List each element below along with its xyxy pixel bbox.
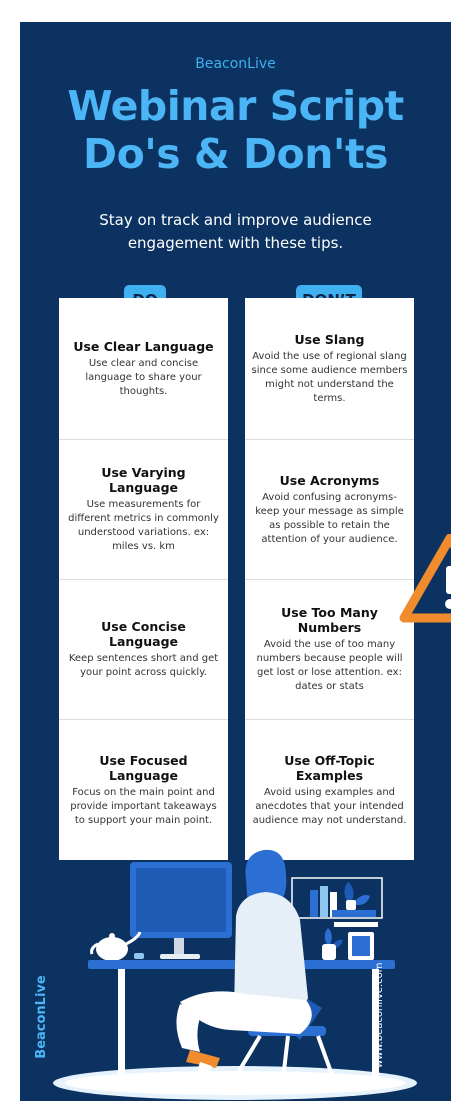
beaconlive-logo-icon <box>30 962 50 1072</box>
subtitle: Stay on track and improve audience engagement with these tips. <box>99 211 372 252</box>
do-card-text: Use clear and concise language to share your thoughts. <box>85 357 202 397</box>
teapot <box>92 932 144 961</box>
wall-shelf <box>292 878 382 927</box>
warning-triangle-icon <box>398 534 451 626</box>
dont-card-title: Use Off-Topic Examples <box>284 752 375 783</box>
brand-name: BeaconLive <box>195 56 276 72</box>
computer-monitor <box>130 862 232 959</box>
do-card-concise-language <box>59 580 228 720</box>
picture-frame <box>348 932 374 960</box>
dont-card-title: Use Acronyms <box>279 472 380 488</box>
page-title <box>20 82 451 178</box>
desk-plant <box>322 928 343 960</box>
do-card-text: Focus on the main point and provide important takeaways to support your main point. <box>70 786 217 826</box>
dont-card-text: Avoid using examples and anecdotes that your intended audience may not understand. <box>252 786 407 826</box>
rug <box>53 1066 417 1100</box>
do-card-text: Keep sentences short and get your point across quickly. <box>68 653 219 678</box>
do-card-title: Use Concise Language <box>101 619 186 649</box>
workspace-illustration <box>20 840 451 1101</box>
do-card-clear-language <box>59 298 228 440</box>
dont-card-text: Avoid the use of regional slang since some audience members might not understand the terms. <box>251 350 408 404</box>
dont-card-text: Avoid the use of too many numbers because people will get lost or lose attention. ex: dates or stats <box>256 639 403 692</box>
dont-card-too-many-numbers <box>245 580 414 720</box>
infographic-poster <box>20 22 451 1101</box>
title-line-2: Do's & Don'ts <box>83 130 388 178</box>
do-card-title: Use Varying Language <box>101 465 186 495</box>
dont-card-title: Use Slang <box>294 331 365 347</box>
do-card-focused-language <box>59 720 228 860</box>
title-line-1: Webinar Script <box>67 82 404 130</box>
do-card-varying-language <box>59 440 228 580</box>
dont-card-slang <box>245 298 414 440</box>
do-card-text: Use measurements for different metrics in commonly understood variations. ex: miles vs. km <box>68 499 219 552</box>
do-card-title: Use Clear Language <box>73 338 214 354</box>
do-card-title: Use Focused Language <box>99 752 188 783</box>
dont-card-text: Avoid confusing acronyms- keep your message as simple as possible to retain the attention of your audience. <box>255 491 404 545</box>
dont-card-off-topic <box>245 720 414 860</box>
dont-card-title: Use Too Many Numbers <box>281 605 378 635</box>
side-logo-text: BeaconLive <box>34 975 49 1059</box>
dont-card-acronyms <box>245 440 414 580</box>
website-url: www.beaconlive.com <box>374 962 385 1068</box>
